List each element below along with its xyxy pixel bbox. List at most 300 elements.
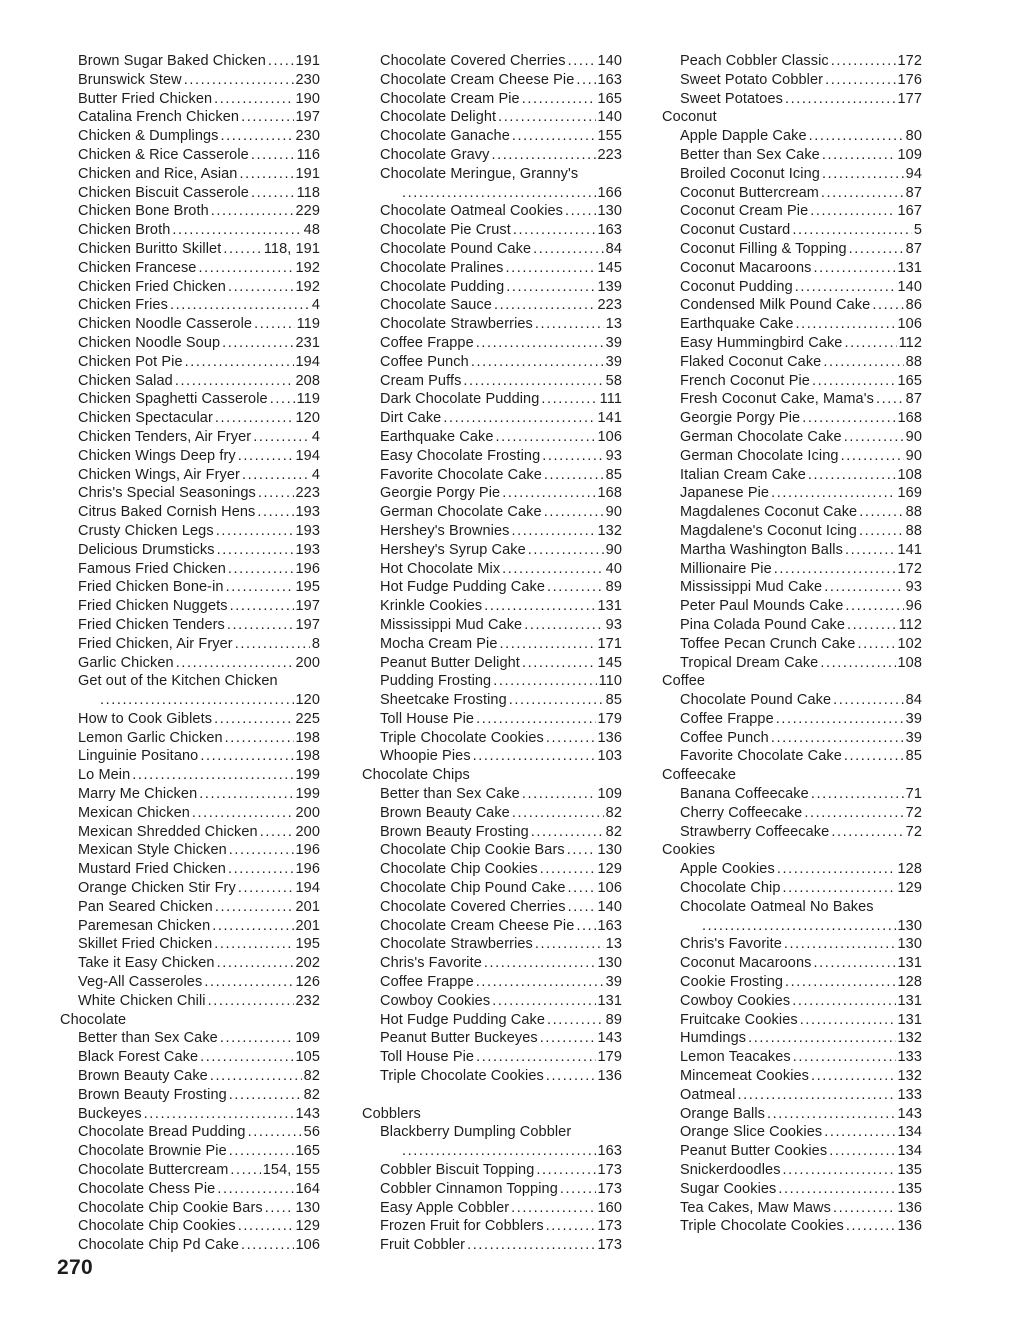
- recipe-name: Buckeyes: [78, 1105, 142, 1122]
- index-entry: [662, 1142, 922, 1161]
- recipe-page-number: 93: [605, 447, 622, 464]
- dot-leader: [467, 1236, 595, 1255]
- index-entry: [60, 935, 320, 954]
- index-entry: [362, 1199, 622, 1218]
- recipe-page-number: 82: [303, 1086, 320, 1103]
- recipe-name: Blackberry Dumpling Cobbler: [380, 1124, 572, 1141]
- index-entry: [362, 108, 622, 127]
- recipe-name: Japanese Pie: [680, 485, 770, 502]
- recipe-page-number: 194: [295, 447, 320, 464]
- index-entry: [662, 90, 922, 109]
- dot-leader: [783, 1161, 896, 1180]
- recipe-name: Get out of the Kitchen Chicken: [78, 673, 278, 690]
- index-entry: [662, 522, 922, 541]
- dot-leader: [568, 52, 596, 71]
- dot-leader: [192, 804, 294, 823]
- recipe-name: Chicken Noodle Soup: [78, 334, 221, 351]
- recipe-name: Mincemeat Cookies: [680, 1068, 810, 1085]
- recipe-page-number: 90: [905, 447, 922, 464]
- recipe-name: Brown Beauty Cake: [380, 804, 510, 821]
- dot-leader: [172, 221, 301, 240]
- recipe-page-number: 179: [597, 710, 622, 727]
- recipe-page-number: 72: [905, 823, 922, 840]
- recipe-name: How to Cook Giblets: [78, 710, 213, 727]
- recipe-name: Peach Cobbler Classic: [680, 53, 829, 69]
- index-entry: [60, 747, 320, 766]
- index-entry: [60, 879, 320, 898]
- recipe-page-number: 89: [605, 579, 622, 596]
- dot-leader: [785, 90, 896, 109]
- index-entry: [60, 710, 320, 729]
- index-entry: [362, 823, 622, 842]
- dot-leader: [524, 616, 603, 635]
- recipe-page-number: 163: [597, 71, 622, 88]
- dot-leader: [540, 1029, 596, 1048]
- recipe-name: Easy Hummingbird Cake: [680, 334, 843, 351]
- recipe-name: Martha Washington Balls: [680, 541, 843, 558]
- recipe-page-number: 143: [897, 1105, 922, 1122]
- recipe-name: Lemon Garlic Chicken: [78, 729, 223, 746]
- index-entry: [362, 466, 622, 485]
- index-entry: [662, 353, 922, 372]
- recipe-page-number: 13: [605, 936, 622, 953]
- dot-leader: [230, 1161, 260, 1180]
- recipe-name: Hot Chocolate Mix: [380, 560, 501, 577]
- recipe-name: Sheetcake Frosting: [380, 692, 507, 709]
- recipe-page-number: 13: [605, 316, 622, 333]
- recipe-page-number: 56: [303, 1124, 320, 1141]
- dot-leader: [506, 259, 596, 278]
- recipe-name: Peter Paul Mounds Cake: [680, 598, 844, 615]
- section-header: Coffee: [662, 673, 706, 690]
- recipe-page-number: 140: [897, 278, 922, 295]
- dot-leader: [221, 127, 294, 146]
- recipe-name: Orange Chicken Stir Fry: [78, 880, 236, 897]
- index-entry: [662, 259, 922, 278]
- dot-leader: [222, 334, 293, 353]
- recipe-page-number: 87: [905, 240, 922, 257]
- dot-leader: [812, 372, 896, 391]
- recipe-name: Chocolate Covered Cherries: [380, 53, 566, 69]
- recipe-name: Frozen Fruit for Cobblers: [380, 1218, 544, 1235]
- dot-leader: [229, 1142, 294, 1161]
- dot-leader: [253, 428, 310, 447]
- recipe-name: Chicken & Dumplings: [78, 128, 219, 145]
- recipe-page-number: 119: [296, 316, 320, 333]
- index-entry: [60, 409, 320, 428]
- index-entry: [60, 165, 320, 184]
- dot-leader: [522, 785, 596, 804]
- dot-leader: [511, 1199, 595, 1218]
- section-header: Cookies: [662, 842, 716, 859]
- recipe-page-number: 194: [295, 353, 320, 370]
- index-entry: [60, 184, 320, 203]
- index-entry: [362, 1180, 622, 1199]
- dot-leader: [833, 691, 904, 710]
- dot-leader: [824, 578, 903, 597]
- dot-leader: [212, 917, 293, 936]
- recipe-name: Peanut Butter Buckeyes: [380, 1030, 538, 1047]
- dot-leader: [576, 917, 595, 936]
- dot-leader: [536, 1161, 595, 1180]
- recipe-name: Fried Chicken Bone-in: [78, 579, 224, 596]
- recipe-name: Chocolate Sauce: [380, 297, 492, 314]
- recipe-page-number: 223: [295, 485, 320, 502]
- dot-leader: [463, 372, 603, 391]
- dot-leader: [771, 484, 895, 503]
- recipe-page-number: 166: [597, 184, 622, 201]
- dot-leader: [228, 560, 294, 579]
- index-entry: [662, 296, 922, 315]
- section-header: Coconut: [662, 109, 717, 126]
- section-header: Cobblers: [362, 1105, 421, 1122]
- recipe-page-number: 130: [295, 1199, 320, 1216]
- dot-leader: [254, 315, 295, 334]
- dot-leader: [132, 766, 293, 785]
- index-entry: [662, 578, 922, 597]
- dot-leader: [783, 879, 896, 898]
- dot-leader: [506, 278, 595, 297]
- index-entry: [60, 1048, 320, 1067]
- recipe-name: Chicken Pot Pie: [78, 353, 183, 370]
- recipe-page-number: 106: [597, 428, 622, 445]
- recipe-name: Triple Chocolate Cookies: [680, 1218, 844, 1235]
- dot-leader: [509, 691, 604, 710]
- recipe-page-number: 172: [897, 53, 922, 69]
- recipe-page-number: 193: [295, 522, 320, 539]
- recipe-name: Apple Cookies: [680, 861, 775, 878]
- index-entry: [60, 202, 320, 221]
- dot-leader: [567, 879, 595, 898]
- dot-leader: [251, 146, 295, 165]
- recipe-page-number: 120: [295, 692, 320, 709]
- dot-leader: [238, 1217, 294, 1236]
- recipe-name: Orange Balls: [680, 1105, 766, 1122]
- recipe-name: Sweet Potato Cobbler: [680, 71, 824, 88]
- index-entry: [60, 1105, 320, 1124]
- dot-leader: [211, 202, 294, 221]
- dot-leader: [476, 973, 604, 992]
- recipe-page-number: 199: [295, 786, 320, 803]
- dot-leader: [844, 428, 904, 447]
- recipe-name: Magdalenes Coconut Cake: [680, 504, 858, 521]
- recipe-page-number: 4: [311, 466, 320, 483]
- recipe-page-number: 94: [905, 165, 922, 182]
- recipe-page-number: 173: [597, 1180, 622, 1197]
- recipe-name: Paremesan Chicken: [78, 917, 211, 934]
- recipe-page-number: 130: [897, 936, 922, 953]
- recipe-name: Mexican Chicken: [78, 804, 190, 821]
- index-entry: [362, 935, 622, 954]
- dot-leader: [785, 973, 895, 992]
- index-entry: [362, 729, 622, 748]
- recipe-page-number: 131: [597, 992, 622, 1009]
- recipe-page-number: 5: [913, 222, 922, 239]
- index-entry: [662, 804, 922, 823]
- recipe-name: Chris's Favorite: [680, 936, 782, 953]
- dot-leader: [767, 1105, 895, 1124]
- recipe-name: Chocolate Oatmeal No Bakes: [680, 898, 874, 915]
- index-entry: [362, 860, 622, 879]
- dot-leader: [402, 1142, 596, 1161]
- recipe-name: Chocolate Chip Cookies: [78, 1218, 236, 1235]
- recipe-page-number: 84: [605, 240, 622, 257]
- recipe-name: Condensed Milk Pound Cake: [680, 297, 871, 314]
- index-entry: [60, 1199, 320, 1218]
- recipe-name: Hershey's Syrup Cake: [380, 541, 526, 558]
- dot-leader: [476, 334, 604, 353]
- recipe-page-number: 93: [605, 616, 622, 633]
- recipe-name: Coconut Macaroons: [680, 259, 812, 276]
- dot-leader: [859, 522, 904, 541]
- dot-leader: [738, 1086, 896, 1105]
- dot-leader: [204, 973, 293, 992]
- dot-leader: [823, 353, 903, 372]
- recipe-page-number: 132: [897, 1068, 922, 1085]
- index-entry: [362, 616, 622, 635]
- recipe-name: Brunswick Stew: [78, 71, 182, 88]
- index-entry: [60, 315, 320, 334]
- index-entry: [362, 917, 622, 936]
- index-entry: [60, 52, 320, 71]
- index-entry: [362, 1161, 622, 1180]
- recipe-page-number: 141: [897, 541, 922, 558]
- index-entry: [662, 1105, 922, 1124]
- recipe-page-number: 109: [295, 1030, 320, 1047]
- index-entry: [60, 1123, 320, 1142]
- recipe-name: Banana Coffeecake: [680, 786, 809, 803]
- dot-leader: [546, 1217, 596, 1236]
- index-entry: [662, 541, 922, 560]
- index-entry: [662, 954, 922, 973]
- recipe-page-number: 135: [897, 1180, 922, 1197]
- recipe-name: Chocolate Strawberries: [380, 936, 533, 953]
- recipe-page-number: 88: [905, 522, 922, 539]
- recipe-name: Krinkle Cookies: [380, 598, 483, 615]
- dot-leader: [542, 447, 603, 466]
- index-entry: [60, 503, 320, 522]
- dot-leader: [494, 296, 596, 315]
- index-entry: [662, 71, 922, 90]
- recipe-name: Citrus Baked Cornish Hens: [78, 504, 256, 521]
- index-entry: [362, 1011, 622, 1030]
- index-entry: [60, 541, 320, 560]
- recipe-page-number: 192: [295, 259, 320, 276]
- recipe-name: Mississippi Mud Cake: [380, 616, 523, 633]
- recipe-name: Hot Fudge Pudding Cake: [380, 1011, 546, 1028]
- index-entry: [60, 804, 320, 823]
- dot-leader: [200, 1048, 293, 1067]
- recipe-page-number: 103: [597, 748, 622, 765]
- recipe-name: Coffee Frappe: [380, 974, 474, 991]
- index-entry: [362, 259, 622, 278]
- index-entry: [60, 1217, 320, 1236]
- index-entry: [362, 654, 622, 673]
- recipe-name: Georgie Porgy Pie: [380, 485, 501, 502]
- index-entry: [362, 879, 622, 898]
- dot-leader: [226, 578, 294, 597]
- dot-leader: [822, 146, 896, 165]
- dot-leader: [792, 992, 895, 1011]
- dot-leader: [546, 729, 596, 748]
- recipe-name: Chocolate Chip Pd Cake: [78, 1237, 239, 1254]
- recipe-name: Better than Sex Cake: [380, 786, 520, 803]
- recipe-name: Brown Beauty Cake: [78, 1068, 208, 1085]
- index-entry: [662, 127, 922, 146]
- recipe-name: Cowboy Cookies: [380, 992, 491, 1009]
- recipe-page-number: 134: [897, 1124, 922, 1141]
- dot-leader: [821, 184, 904, 203]
- recipe-page-number: 199: [295, 767, 320, 784]
- recipe-page-number: 197: [295, 598, 320, 615]
- index-entry: [60, 466, 320, 485]
- recipe-name: Dirt Cake: [380, 410, 442, 427]
- index-entry: [362, 146, 622, 165]
- recipe-page-number: 167: [897, 203, 922, 220]
- dot-leader: [849, 240, 904, 259]
- recipe-name: Peanut Butter Delight: [380, 654, 520, 671]
- recipe-name: Easy Chocolate Frosting: [380, 447, 541, 464]
- index-entry: [662, 1086, 922, 1105]
- recipe-page-number: 129: [897, 880, 922, 897]
- recipe-page-number: 120: [295, 410, 320, 427]
- recipe-page-number: 106: [897, 316, 922, 333]
- index-entry: [362, 484, 622, 503]
- index-entry: [60, 1142, 320, 1161]
- index-entry: [662, 202, 922, 221]
- recipe-page-number: 173: [597, 1218, 622, 1235]
- recipe-name: Skillet Fried Chicken: [78, 936, 213, 953]
- dot-leader: [544, 466, 604, 485]
- index-entry: [662, 146, 922, 165]
- recipe-name: Coffee Frappe: [380, 334, 474, 351]
- recipe-page-number: 145: [597, 654, 622, 671]
- dot-leader: [217, 541, 294, 560]
- index-entry: [662, 1011, 922, 1030]
- recipe-page-number: 145: [597, 259, 622, 276]
- recipe-page-number: 87: [905, 184, 922, 201]
- index-entry: [60, 1161, 320, 1180]
- index-entry: [60, 560, 320, 579]
- index-entry-continuation: [362, 184, 622, 203]
- dot-leader: [531, 823, 604, 842]
- recipe-name: Chris's Favorite: [380, 955, 482, 972]
- dot-leader: [170, 296, 310, 315]
- index-entry: [662, 691, 922, 710]
- recipe-name: Chocolate Cream Cheese Pie: [380, 71, 575, 88]
- dot-leader: [185, 353, 294, 372]
- recipe-name: Hershey's Brownies: [380, 522, 510, 539]
- recipe-name: Chocolate Brownie Pie: [78, 1143, 227, 1160]
- index-entry: [362, 1236, 622, 1255]
- recipe-page-number: 168: [597, 485, 622, 502]
- recipe-name: Lo Mein: [78, 767, 131, 784]
- recipe-name: Favorite Chocolate Cake: [680, 748, 842, 765]
- dot-leader: [522, 654, 596, 673]
- recipe-name: Triple Chocolate Cookies: [380, 729, 544, 746]
- index-entry: [60, 390, 320, 409]
- dot-leader: [402, 184, 596, 203]
- recipe-page-number: 173: [597, 1237, 622, 1254]
- recipe-name: Fresh Coconut Cake, Mama's: [680, 391, 874, 408]
- recipe-page-number: 112: [898, 616, 922, 633]
- dot-leader: [176, 654, 294, 673]
- recipe-name: Orange Slice Cookies: [680, 1124, 823, 1141]
- dot-leader: [258, 484, 294, 503]
- recipe-page-number: 130: [897, 917, 922, 934]
- index-entry: [60, 898, 320, 917]
- recipe-name: Italian Cream Cake: [680, 466, 806, 483]
- dot-leader: [215, 409, 294, 428]
- index-entry: [362, 447, 622, 466]
- recipe-name: Coffee Punch: [380, 353, 469, 370]
- index-entry: [662, 729, 922, 748]
- recipe-name: Chicken and Rice, Asian: [78, 165, 238, 182]
- recipe-name: Magdalene's Coconut Icing: [680, 522, 857, 539]
- index-entry: [662, 1048, 922, 1067]
- index-entry: [362, 1217, 622, 1236]
- recipe-name: Whoopie Pies: [380, 748, 471, 765]
- recipe-name: Coconut Cream Pie: [680, 203, 809, 220]
- dot-leader: [813, 259, 895, 278]
- index-entry: [662, 428, 922, 447]
- dot-leader: [811, 785, 904, 804]
- dot-leader: [777, 860, 896, 879]
- dot-leader: [198, 259, 293, 278]
- recipe-name: Chicken Fried Chicken: [78, 278, 226, 295]
- index-entry: [60, 334, 320, 353]
- index-entry: [662, 654, 922, 673]
- recipe-name: Chocolate Chess Pie: [78, 1180, 216, 1197]
- recipe-page-number: 132: [597, 522, 622, 539]
- recipe-name: Pan Seared Chicken: [78, 898, 213, 915]
- index-entry: [362, 409, 622, 428]
- dot-leader: [257, 503, 293, 522]
- index-entry: [60, 146, 320, 165]
- index-entry: [662, 240, 922, 259]
- index-entry: [362, 127, 622, 146]
- index-entry: [662, 1029, 922, 1048]
- recipe-name: Chocolate Pound Cake: [680, 692, 832, 709]
- recipe-name: Sweet Potatoes: [680, 90, 783, 107]
- recipe-page-number: 200: [295, 804, 320, 821]
- dot-leader: [540, 860, 596, 879]
- index-column-1: [60, 52, 320, 1255]
- dot-leader: [547, 1011, 604, 1030]
- index-entry: [662, 1199, 922, 1218]
- recipe-page-number: 108: [897, 466, 922, 483]
- recipe-page-number: 84: [905, 692, 922, 709]
- recipe-page-number: 85: [905, 748, 922, 765]
- recipe-name: Chicken Noodle Casserole: [78, 316, 253, 333]
- index-entry-label: [362, 1123, 622, 1142]
- recipe-page-number: 130: [597, 203, 622, 220]
- recipe-page-number: 140: [597, 898, 622, 915]
- recipe-page-number: 130: [597, 955, 622, 972]
- recipe-name: Marry Me Chicken: [78, 786, 198, 803]
- recipe-name: Flaked Coconut Cake: [680, 353, 822, 370]
- recipe-name: Chicken Tenders, Air Fryer: [78, 428, 252, 445]
- recipe-page-number: 202: [295, 955, 320, 972]
- recipe-page-number: 129: [295, 1218, 320, 1235]
- recipe-page-number: 155: [597, 128, 622, 145]
- index-entry: [60, 1029, 320, 1048]
- dot-leader: [476, 1048, 595, 1067]
- dot-leader: [239, 165, 293, 184]
- index-entry: [362, 90, 622, 109]
- dot-leader: [484, 954, 596, 973]
- index-entry: [362, 202, 622, 221]
